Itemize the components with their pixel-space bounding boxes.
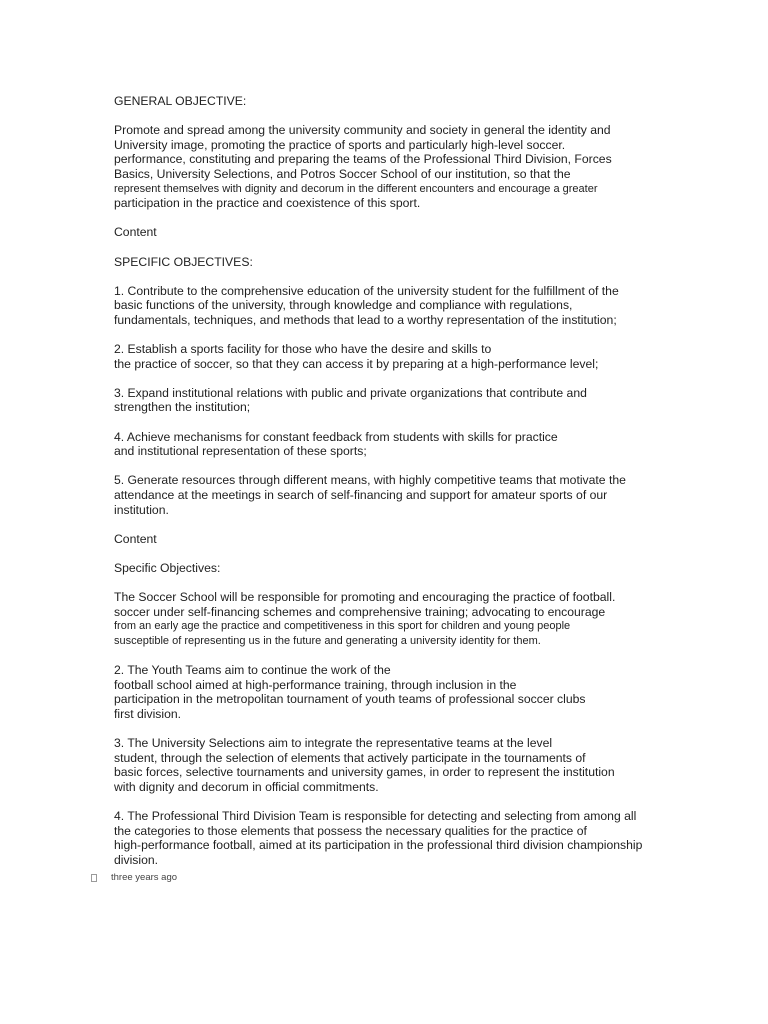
- objective-line: student, through the selection of elements that actively participate in the tournaments of: [114, 750, 586, 765]
- objective-line: from an early age the practice and competitiveness in this sport for children and young people: [114, 620, 571, 633]
- objective-item: [114, 386, 754, 415]
- paragraph-line: participation in the practice and coexistence of this sport.: [114, 196, 421, 211]
- objective-item: [114, 284, 754, 328]
- objective-line: strengthen the institution;: [114, 400, 251, 415]
- objective-line: The Soccer School will be responsible for promoting and encouraging the practice of football.: [114, 590, 616, 605]
- specific-objectives-heading: SPECIFIC OBJECTIVES:: [114, 254, 253, 269]
- objective-line: first division.: [114, 706, 182, 721]
- objective-line: 2. The Youth Teams aim to continue the work of the: [114, 663, 391, 678]
- objective-item: [114, 590, 754, 648]
- objective-item: [114, 809, 754, 867]
- content-label: Content: [114, 225, 157, 240]
- objective-line: 5. Generate resources through different means, with highly competitive teams that motivate the: [114, 473, 626, 488]
- objective-line: 3. Expand institutional relations with public and private organizations that contribute and: [114, 385, 587, 400]
- document-body: [114, 94, 754, 867]
- objective-line: fundamentals, techniques, and methods that lead to a worthy representation of the institution;: [114, 312, 617, 327]
- objective-line: susceptible of representing us in the future and generating a university identity for them.: [114, 634, 541, 647]
- comment-icon[interactable]: [91, 874, 97, 882]
- specific-objectives-heading: Specific Objectives:: [114, 561, 221, 575]
- objective-line: 3. The University Selections aim to integrate the representative teams at the level: [114, 736, 553, 751]
- paragraph-line: Promote and spread among the university community and society in general the identity and: [114, 123, 611, 138]
- general-objective-paragraph: [114, 123, 754, 211]
- timestamp: three years ago: [111, 872, 178, 883]
- objective-line: division.: [114, 852, 159, 867]
- paragraph-line: represent themselves with dignity and decorum in the different encounters and encourage a greater: [114, 182, 598, 195]
- objective-line: the categories to those elements that possess the necessary qualities for the practice of: [114, 823, 587, 838]
- objective-line: soccer under self-financing schemes and comprehensive training; advocating to encourage: [114, 604, 606, 619]
- objective-item: [114, 342, 754, 371]
- paragraph-line: University image, promoting the practice of sports and particularly high-level soccer.: [114, 137, 566, 152]
- objective-line: 2. Establish a sports facility for those who have the desire and skills to: [114, 342, 492, 357]
- objective-line: 1. Contribute to the comprehensive education of the university student for the fulfillment of the: [114, 283, 619, 298]
- objective-line: the practice of soccer, so that they can access it by preparing at a high-performance level;: [114, 356, 599, 371]
- general-objective-heading: GENERAL OBJECTIVE:: [114, 94, 247, 108]
- paragraph-line: performance, constituting and preparing the teams of the Professional Third Division, Forces: [114, 152, 612, 167]
- comment-footer: [91, 872, 177, 883]
- objective-line: participation in the metropolitan tournament of youth teams of professional soccer clubs: [114, 692, 586, 707]
- objective-line: with dignity and decorum in official commitments.: [114, 779, 379, 794]
- objective-line: and institutional representation of these sports;: [114, 444, 367, 459]
- objective-line: football school aimed at high-performance training, through inclusion in the: [114, 677, 517, 692]
- objective-line: basic forces, selective tournaments and university games, in order to represent the institution: [114, 765, 615, 780]
- objective-item: [114, 663, 754, 721]
- objective-line: 4. The Professional Third Division Team is responsible for detecting and selecting from among all: [114, 809, 637, 824]
- objective-item: [114, 473, 754, 517]
- objective-line: attendance at the meetings in search of self-financing and support for amateur sports of our: [114, 488, 608, 503]
- paragraph-line: Basics, University Selections, and Potros Soccer School of our institution, so that the: [114, 166, 571, 181]
- content-label: Content: [114, 531, 157, 546]
- objective-line: high-performance football, aimed at its participation in the professional third division championship: [114, 838, 643, 853]
- objective-line: basic functions of the university, through knowledge and compliance with regulations,: [114, 298, 573, 313]
- objective-line: institution.: [114, 502, 169, 517]
- objective-item: [114, 430, 754, 459]
- objective-line: 4. Achieve mechanisms for constant feedback from students with skills for practice: [114, 429, 558, 444]
- objective-item: [114, 736, 754, 794]
